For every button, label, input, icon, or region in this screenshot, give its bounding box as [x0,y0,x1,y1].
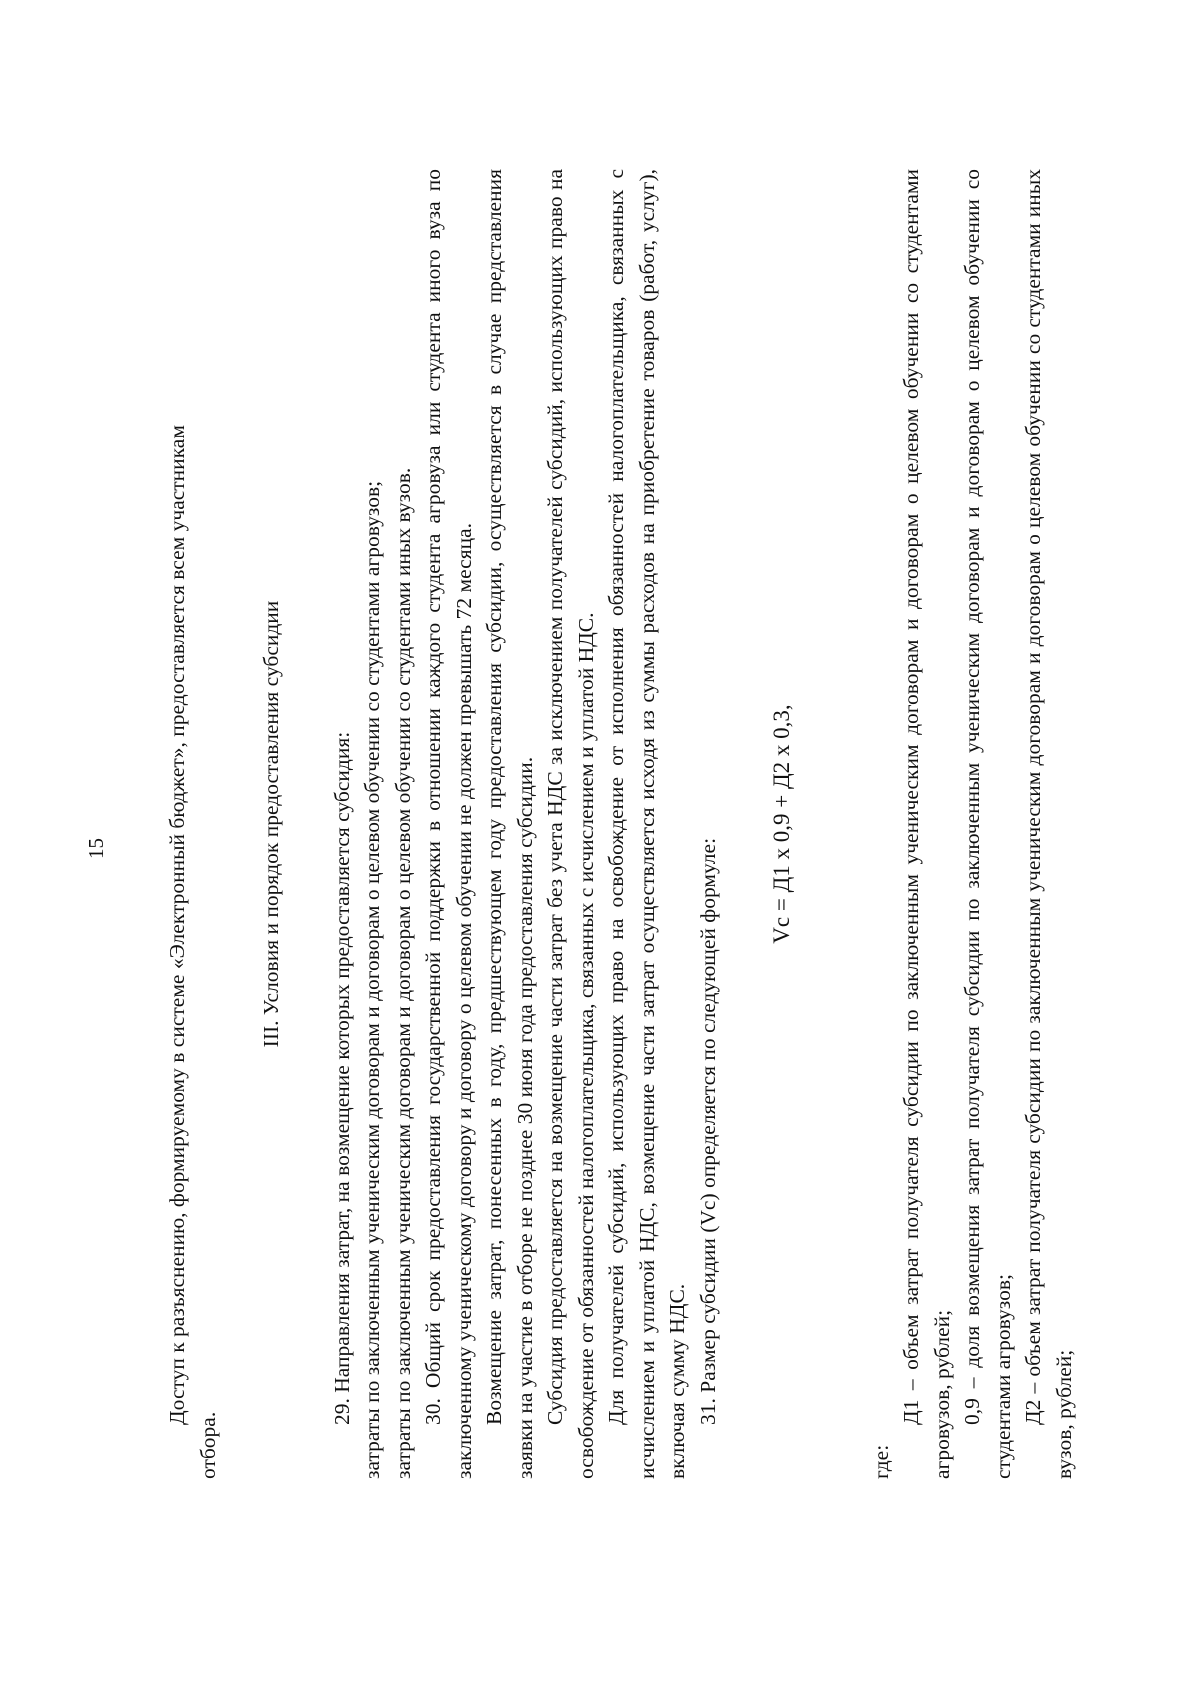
where-d2: Д2 – объем затрат получателя субсидии по заключенным ученическим договорам и договорам о целевом обучении со студентами иных вузов, рублей; [1021,169,1076,1479]
intro-paragraph [162,169,223,1479]
paragraph-29: 29. Направления затрат, на возмещение которых предоставляется субсидия: [329,731,354,1425]
paragraph-29-item-a: затраты по заключенным ученическим договорам и договорам о целевом обучении со студентами агровузов; [360,480,384,1479]
page-content [162,169,1079,1479]
where-label: где: [868,1444,893,1479]
page-number: 15 [84,838,108,859]
intro-line-2: отбора. [195,1411,220,1479]
paragraph-29-item-b: затраты по заключенным ученическим договорам и договорам о целевом обучении со студентами иных вузов. [390,467,415,1479]
paragraph-30: 30. Общий срок предоставления государственной поддержки в отношении каждого студента агровуза или студента иного вуза по заключенному ученическому договору и договору о целевом обучении не должен превышать 72 месяца. [421,169,476,1479]
paragraph-30-vat: Субсидия предоставляется на возмещение части затрат без учета НДС за исключением получателей субсидий, использующих право на освобождение от обязанностей налогоплательщика, связанных с исчислением и уплатой НДС. [543,169,598,1479]
section-title: III. Условия и порядок предоставления субсидии [259,600,283,1048]
paragraph-30-vat-exempt: Для получателей субсидий, использующих право на освобождение от исполнения обязанностей налогоплательщика, связанных с исчислением и уплатой НДС, возмещение части затрат осуществляется исходя из суммы расходов на приобретение товаров (работ, услуг), включая сумму НДС. [604,169,689,1479]
where-d1: Д1 – объем затрат получателя субсидии по заключенным ученическим договорам и договорам о целевом обучении со студентами агровузов, рублей; [899,169,954,1479]
subsidy-formula: Vс = Д1 х 0,9 + Д2 х 0,3, [769,704,794,944]
where-coefficient-0-9: 0,9 – доля возмещения затрат получателя субсидии по заключенным ученическим договорам и договорам о целевом обучении со студентами агровузов; [960,169,1015,1479]
paragraph-30-reimbursement: Возмещение затрат, понесенных в году, предшествующем году предоставления субсидии, осуществляется в случае представления заявки на участие в отборе не позднее 30 июня года предоставления субсидии. [482,169,537,1479]
paragraph-31: 31. Размер субсидии (Vс) определяется по следующей формуле: [695,837,720,1425]
intro-line-1: Доступ к разъяснению, формируемому в системе «Электронный бюджет», предоставляется всем участникам [165,425,189,1425]
